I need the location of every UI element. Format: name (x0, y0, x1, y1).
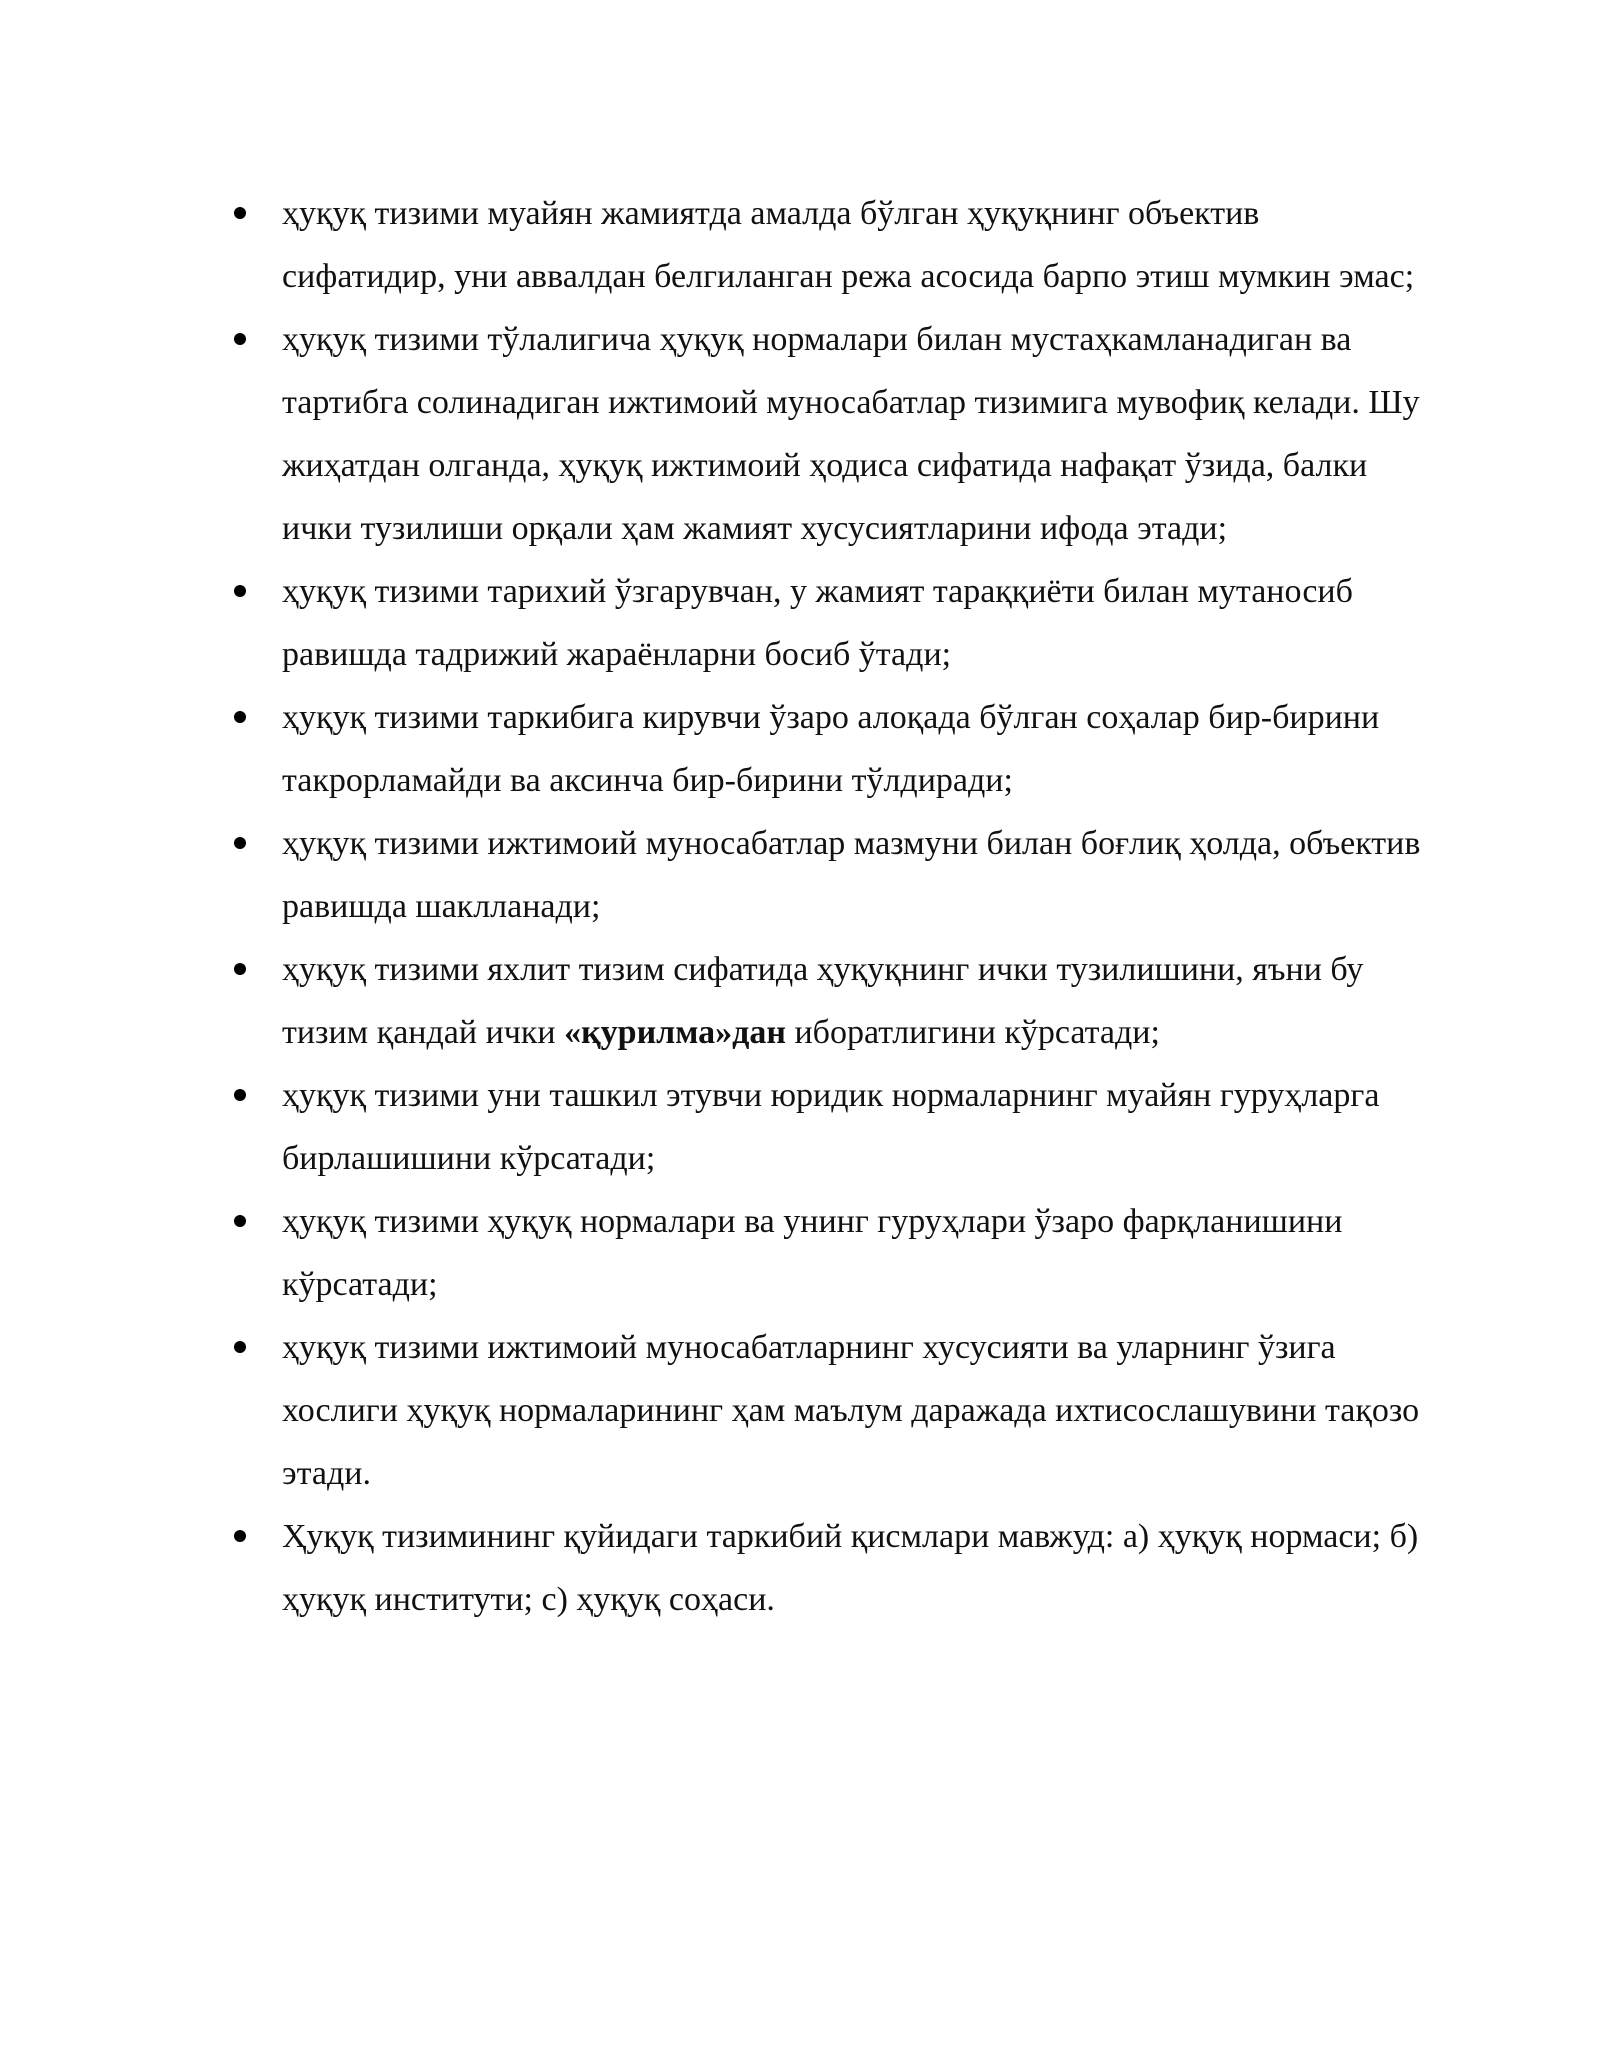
bullet-dot-icon (234, 711, 246, 723)
list-item (282, 938, 1422, 1064)
bullet-dot-icon (234, 1215, 246, 1227)
bold-term: «қурилма»дан (564, 1014, 786, 1051)
bullet-dot-icon (234, 207, 246, 219)
bullet-dot-icon (234, 333, 246, 345)
list-item (282, 1505, 1422, 1631)
bullet-dot-icon (234, 963, 246, 975)
bullet-dot-icon (234, 1530, 246, 1542)
list-item-text: ҳуқуқ тизими уни ташкил этувчи юридик нормаларнинг муайян гуруҳларга бирлашишини кўрсатади; (282, 1077, 1380, 1177)
list-item (282, 560, 1422, 686)
list-item-text: ҳуқуқ тизими тарихий ўзгарувчан, у жамият тараққиёти билан мутаносиб равишда тадрижий жараёнларни босиб ўтади; (282, 573, 1353, 673)
bullet-dot-icon (234, 1089, 246, 1101)
bullet-dot-icon (234, 837, 246, 849)
list-item-text: ҳуқуқ тизими ижтимоий муносабатларнинг хусусияти ва уларнинг ўзига хослиги ҳуқуқ нормаларининг ҳам маълум даражада ихтисослашувини тақозо этади. (282, 1329, 1420, 1492)
list-item-text: ҳуқуқ тизими ҳуқуқ нормалари ва унинг гуруҳлари ўзаро фарқланишини кўрсатади; (282, 1203, 1343, 1303)
list-item-text: ҳуқуқ тизими ижтимоий муносабатлар мазмуни билан боғлиқ ҳолда, объектив равишда шаклланади; (282, 825, 1421, 925)
list-item (282, 812, 1422, 938)
bullet-list (282, 182, 1422, 1631)
list-item-text: Ҳуқуқ тизимининг қуйидаги таркибий қисмлари мавжуд: а) ҳуқуқ нормаси; б) ҳуқуқ институти; с) ҳуқуқ соҳаси. (282, 1518, 1419, 1618)
list-item (282, 308, 1422, 560)
list-item-text: ҳуқуқ тизими муайян жамиятда амалда бўлган ҳуқуқнинг объектив сифатидир, уни аввалдан белгиланган режа асосида барпо этиш мумкин эмас; (282, 195, 1415, 295)
bullet-dot-icon (234, 1341, 246, 1353)
list-item (282, 686, 1422, 812)
list-item-text: ҳуқуқ тизими тўлалигича ҳуқуқ нормалари билан мустаҳкамланадиган ва тартибга солинадиган ижтимоий муносабатлар тизимига мувофиқ келади. Шу жиҳатдан олганда, ҳуқуқ ижтимоий ҳодиса сифатида нафақат ўзида, балки ички тузилиши орқали ҳам жамият хусусиятларини ифода этади; (282, 321, 1420, 547)
list-item-text-part: иборатлигини кўрсатади; (785, 1014, 1160, 1051)
list-item-text-part: ҳуқуқ тизими яхлит тизим сифатида ҳуқуқнинг ички тузилишини, яъни бу тизим қандай ички (282, 951, 1364, 1051)
list-item (282, 182, 1422, 308)
bullet-dot-icon (234, 585, 246, 597)
list-item (282, 1316, 1422, 1505)
list-item (282, 1064, 1422, 1190)
list-item (282, 1190, 1422, 1316)
list-item-text (282, 938, 1422, 1064)
list-item-text: ҳуқуқ тизими таркибига кирувчи ўзаро алоқада бўлган соҳалар бир-бирини такрорламайди ва аксинча бир-бирини тўлдиради; (282, 699, 1380, 799)
